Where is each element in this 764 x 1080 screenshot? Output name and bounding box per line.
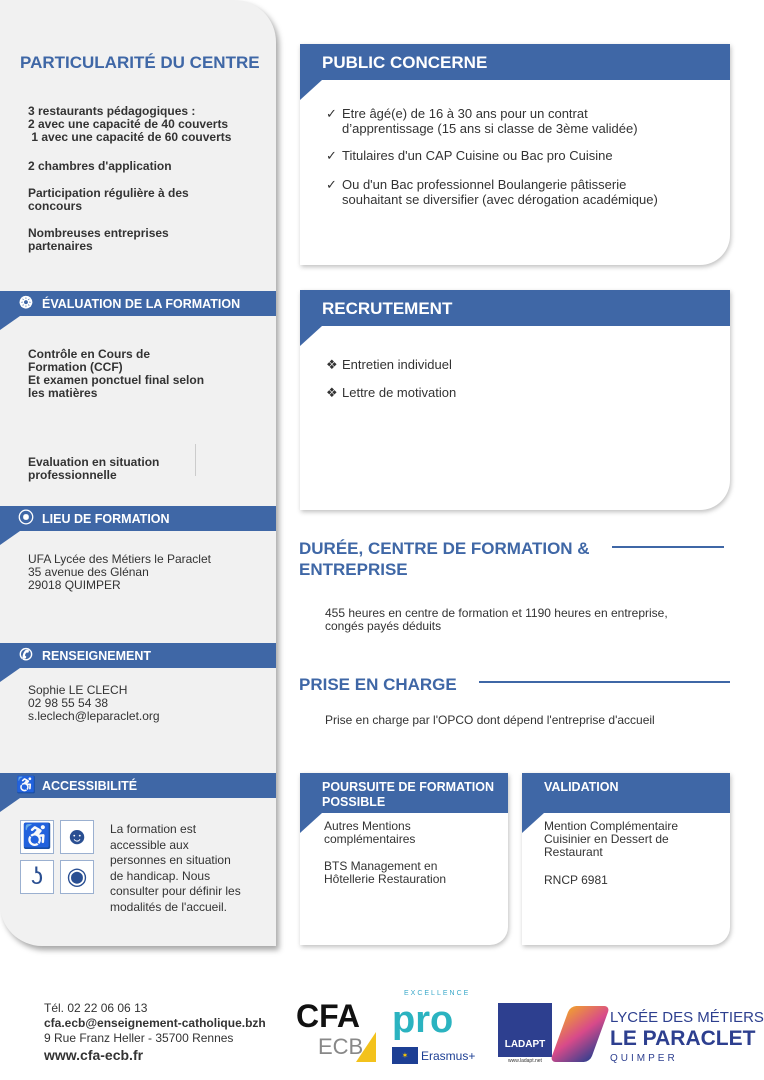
paraclet-logo: LYCÉE DES MÉTIERS LE PARACLET QUIMPER xyxy=(560,1000,760,1068)
feature: Participation régulière à des concours xyxy=(28,186,189,213)
evaluation-text: Evaluation en situation professionnelle xyxy=(28,455,160,482)
check-icon: ✓ xyxy=(326,177,337,192)
prise-text: Prise en charge par l'OPCO dont dépend l'entreprise d'accueil xyxy=(325,713,655,727)
cfa-ecb-logo: CFA ECB xyxy=(296,1000,378,1064)
hearing-impaired-icon: ʖ xyxy=(20,860,54,894)
prise-title: PRISE EN CHARGE xyxy=(299,675,457,694)
contact-phone: 02 98 55 54 38 xyxy=(28,696,109,710)
mental-disability-icon: ☻ xyxy=(60,820,94,854)
validation-title: VALIDATION xyxy=(522,773,730,813)
feature: Nombreuses entreprises partenaires xyxy=(28,226,169,253)
ladapt-logo: LADAPT www.ladapt.net xyxy=(498,1003,552,1067)
accessibilite-text: La formation est accessible aux personnes en situation de handicap. Nous consulter pour définir les modalités de l'accueil. xyxy=(110,822,241,914)
location-pin-icon: ⦿ xyxy=(17,510,34,527)
check-icon: ✓ xyxy=(326,106,337,121)
evaluation-title: ÉVALUATION DE LA FORMATION xyxy=(42,296,241,311)
contact-email[interactable]: s.leclech@leparaclet.org xyxy=(28,709,160,723)
phone-icon: ✆ xyxy=(19,647,33,664)
list-item: ✓ Etre âgé(e) de 16 à 30 ans pour un contrat d’apprentissage (15 ans si classe de 3ème validée) xyxy=(326,106,638,136)
visually-impaired-icon: ◉ xyxy=(60,860,94,894)
footer-tel: Tél. 02 22 06 06 13 xyxy=(44,1001,148,1015)
divider xyxy=(612,546,724,548)
accessibilite-header xyxy=(0,773,276,798)
contact-name: Sophie LE CLECH xyxy=(28,683,128,697)
duree-text: 455 heures en centre de formation et 1190 heures en entreprise, congés payés déduits xyxy=(325,606,668,633)
list-item: ❖ Entretien individuel xyxy=(326,357,452,372)
wheelchair-icon: ♿ xyxy=(16,777,36,794)
recrutement-card xyxy=(300,290,730,510)
diamond-bullet-icon: ❖ xyxy=(326,385,338,400)
duree-title: DURÉE, CENTRE DE FORMATION & ENTREPRISE xyxy=(299,539,590,579)
footer-email[interactable]: cfa.ecb@enseignement-catholique.bzh xyxy=(44,1016,266,1030)
poursuite-card xyxy=(300,773,508,945)
lieu-address: UFA Lycée des Métiers le Paraclet 35 avenue des Glénan 29018 QUIMPER xyxy=(28,552,211,592)
diamond-bullet-icon: ❖ xyxy=(326,357,338,372)
validation-card xyxy=(522,773,730,945)
evaluation-header xyxy=(0,291,276,316)
renseignement-header xyxy=(0,643,276,668)
renseignement-title: RENSEIGNEMENT xyxy=(42,648,152,663)
recrutement-title: RECRUTEMENT xyxy=(300,290,730,326)
feature: 2 chambres d'application xyxy=(28,159,172,173)
wheelchair-icon: ♿ xyxy=(20,820,54,854)
feature: 3 restaurants pédagogiques : 2 avec une capacité de 40 couverts 1 avec une capacité de 60 couverts xyxy=(28,104,232,144)
list-item: Mention Complémentaire Cuisinier en Dessert de Restaurant xyxy=(544,819,679,859)
excellence-pro-logo: EXCELLENCE pro ✶ Erasmus+ xyxy=(392,990,476,1063)
list-item: BTS Management en Hôtellerie Restauration xyxy=(324,859,447,886)
list-item: ❖ Lettre de motivation xyxy=(326,385,457,400)
list-item: ✓ Ou d'un Bac professionnel Boulangerie pâtisserie souhaitant se diversifier (avec dérogation académique) xyxy=(326,177,658,207)
footer-address: 9 Rue Franz Heller - 35700 Rennes xyxy=(44,1031,234,1045)
lieu-header xyxy=(0,506,276,531)
list-item: Autres Mentions complémentaires xyxy=(324,819,416,846)
public-card xyxy=(300,44,730,265)
centre-title: PARTICULARITÉ DU CENTRE xyxy=(20,53,260,72)
footer-web[interactable]: www.cfa-ecb.fr xyxy=(44,1047,144,1063)
accessibilite-title: ACCESSIBILITÉ xyxy=(42,778,138,793)
poursuite-title: POURSUITE DE FORMATION POSSIBLE xyxy=(300,773,508,813)
public-title: PUBLIC CONCERNE xyxy=(300,44,730,80)
list-item: RNCP 6981 xyxy=(544,873,608,887)
lieu-title: LIEU DE FORMATION xyxy=(42,511,170,526)
list-item: ✓ Titulaires d'un CAP Cuisine ou Bac pro Cuisine xyxy=(326,148,613,163)
check-icon: ✓ xyxy=(326,148,337,163)
evaluation-text: Contrôle en Cours de Formation (CCF) Et examen ponctuel final selon les matières xyxy=(28,347,205,400)
eu-flag-icon: ✶ xyxy=(392,1047,418,1064)
divider xyxy=(195,444,196,476)
award-icon: ❂ xyxy=(19,295,33,312)
divider xyxy=(479,681,730,683)
